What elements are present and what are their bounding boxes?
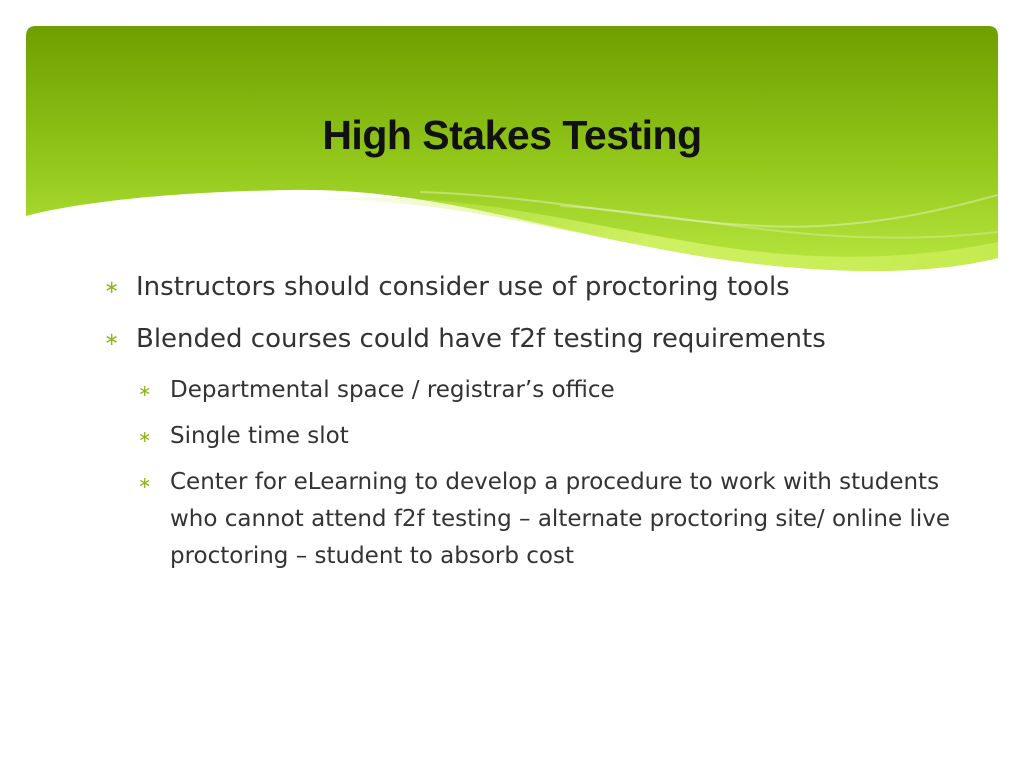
sub-bullet-item [138,372,964,410]
asterisk-bullet-icon: ∗ [138,473,152,492]
bullet-item [104,268,964,308]
asterisk-bullet-icon: ∗ [104,277,120,298]
sub-bullet-text: Departmental space / registrar’s office [170,377,615,403]
asterisk-bullet-icon: ∗ [138,381,152,400]
bullet-list [104,268,964,583]
sub-bullet-text: Center for eLearning to develop a procedure to work with students who cannot attend f2f testing – alternate proctoring site/ online live proctoring – student to absorb cost [170,469,950,569]
bullet-item [104,320,964,360]
asterisk-bullet-icon: ∗ [138,427,152,446]
sub-bullet-text: Single time slot [170,423,349,449]
slide-title: High Stakes Testing [322,112,702,158]
bullet-text: Blended courses could have f2f testing requirements [136,324,826,354]
sub-bullet-item [138,464,964,575]
bullet-text: Instructors should consider use of proctoring tools [136,272,790,302]
sub-bullet-item [138,418,964,456]
asterisk-bullet-icon: ∗ [104,329,120,350]
